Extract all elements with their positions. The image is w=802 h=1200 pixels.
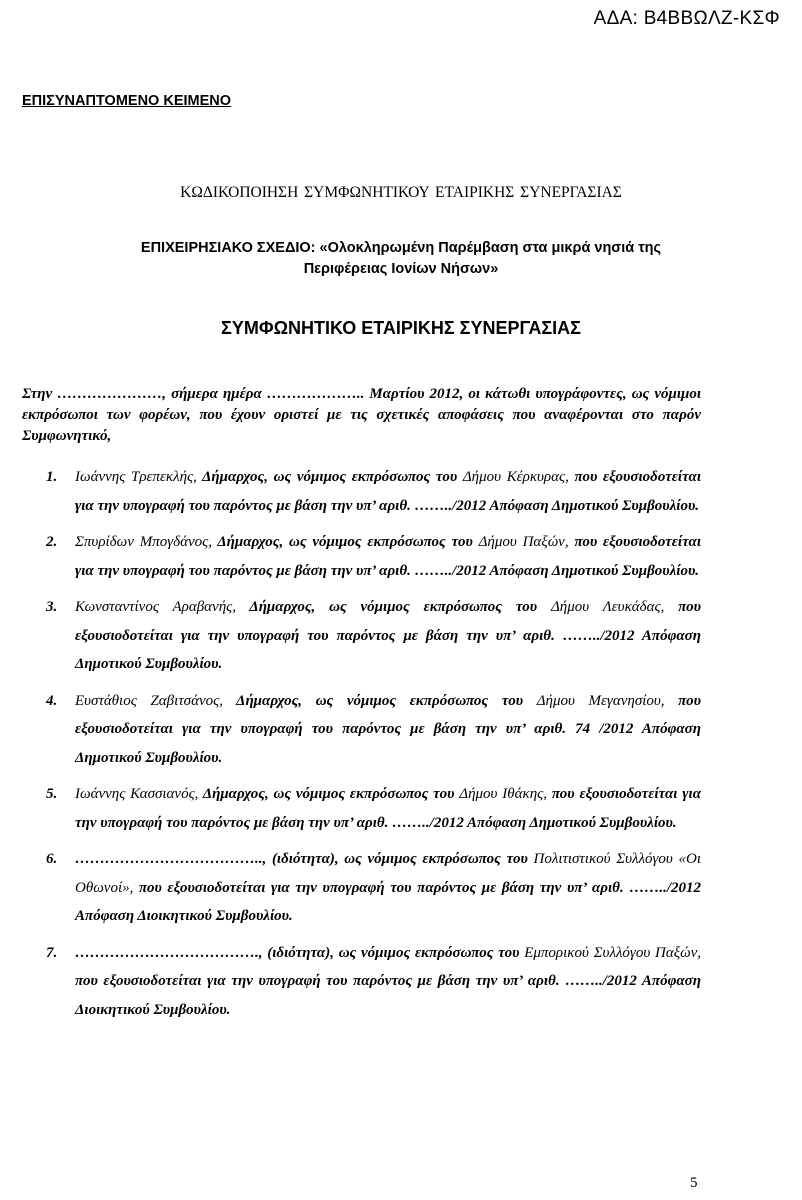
codification-heading: ΚΩΔΙΚΟΠΟΙΗΣΗ ΣΥΜΦΩΝΗΤΙΚΟΥ ΕΤΑΙΡΙΚΗΣ ΣΥΝΕΡΓΑΣΙΑΣ: [180, 184, 622, 201]
list-item: [0, 593, 802, 679]
signatory-role: Δήμαρχος, ως νόμιμος εκπρόσωπος του: [222, 692, 537, 709]
list-item-text: [75, 939, 701, 1025]
signatory-authorization: που εξουσιοδοτείται για την υπογραφή του παρόντος με βάση την υπ’ αριθ. ……../2012 Απόφαση Δημοτικού Συμβουλίου.: [75, 469, 702, 514]
signatory-name: Σπυρίδων Μπογδάνος,: [75, 534, 212, 550]
list-item-number: 5.: [46, 786, 58, 802]
attached-text-label: ΕΠΙΣΥΝΑΠΤΟΜΕΝΟ ΚΕΙΜΕΝΟ: [22, 93, 232, 109]
signatories-list: [0, 463, 802, 1032]
signatory-role: ………………………………., (ιδιότητα), ως νόμιμος εκπρόσωπος του: [75, 944, 525, 961]
list-item-text: [75, 593, 701, 679]
operational-plan-heading: [0, 238, 802, 280]
signatory-authorization: που εξουσιοδοτείται για την υπογραφή του παρόντος με βάση την υπ’ αριθ. ……../2012 Απόφαση Δημοτικού Συμβουλίου.: [75, 599, 702, 672]
signatory-role: Δήμαρχος, ως νόμιμος εκπρόσωπος του: [236, 599, 551, 615]
list-item-text: [75, 845, 701, 931]
signatory-body: Δήμου Ιθάκης,: [459, 786, 547, 802]
signatory-name: Κωνσταντίνος Αραβανής,: [75, 599, 236, 615]
operational-plan-line-1: [0, 238, 802, 259]
list-item-number: 6.: [46, 851, 58, 867]
list-item: [0, 687, 802, 773]
operational-plan-title-part-1: «Ολοκληρωμένη Παρέμβαση στα μικρά νησιά της: [319, 240, 662, 256]
list-item-text: [75, 528, 701, 585]
list-item: [0, 463, 802, 520]
intro-paragraph: Στην …………………, σήμερα ημέρα ……………….. Μαρτίου 2012, οι κάτωθι υπογράφοντες, ως νόμιμοι εκπρόσωποι των φορέων, που έχουν οριστεί με τις σχετικές αποφάσεις που αναφέρονται στο παρόν Συμφωνητικό,: [22, 386, 701, 444]
list-item: [0, 780, 802, 837]
list-item-number: 7.: [46, 944, 58, 961]
signatory-authorization: που εξουσιοδοτείται για την υπογραφή του παρόντος με βάση την υπ’ αριθ. ……../2012 Απόφαση Διοικητικού Συμβουλίου.: [75, 973, 701, 1018]
signatory-authorization: που εξουσιοδοτείται για την υπογραφή του παρόντος με βάση την υπ’ αριθ. 74 /2012 Απόφαση Δημοτικού Συμβουλίου.: [75, 692, 702, 766]
signatory-body: Εμπορικού Συλλόγου Παξών,: [524, 944, 702, 961]
signatory-body: Δήμου Λευκάδας,: [550, 599, 665, 615]
signatory-name: Ιωάννης Κασσιανός,: [75, 786, 199, 802]
list-item-text: [75, 780, 701, 837]
signatory-body: Πολιτιστικού Συλλόγου «Οι Οθωνοί»,: [75, 851, 701, 896]
signatory-name: Ιωάννης Τρεπεκλής,: [75, 469, 197, 485]
page-number: 5: [690, 1175, 698, 1191]
signatory-authorization: που εξουσιοδοτείται για την υπογραφή του παρόντος με βάση την υπ’ αριθ. ……../2012 Απόφαση Δημοτικού Συμβουλίου.: [75, 534, 701, 579]
list-item-text: [75, 463, 701, 520]
list-item: [0, 939, 802, 1025]
operational-plan-title-part-2: Περιφέρειας Ιονίων Νήσων»: [303, 261, 499, 277]
operational-plan-label: ΕΠΙΧΕΙΡΗΣΙΑΚΟ ΣΧΕΔΙΟ:: [140, 240, 316, 256]
signatory-body: Δήμου Παξών,: [478, 534, 569, 550]
signatory-role: Δήμαρχος, ως νόμιμος εκπρόσωπος του: [198, 786, 460, 802]
signatory-authorization: που εξουσιοδοτείται για την υπογραφή του παρόντος με βάση την υπ’ αριθ. ……../2012 Απόφαση Διοικητικού Συμβουλίου.: [75, 879, 701, 924]
signatory-body: Δήμου Κέρκυρας,: [462, 469, 569, 485]
signatory-role: Δήμαρχος, ως νόμιμος εκπρόσωπος του: [196, 469, 463, 485]
list-item: [0, 845, 802, 931]
list-item: [0, 528, 802, 585]
list-item-number: 2.: [46, 534, 58, 550]
signatory-authorization: που εξουσιοδοτείται για την υπογραφή του παρόντος με βάση την υπ’ αριθ. ……../2012 Απόφαση Δημοτικού Συμβουλίου.: [75, 786, 702, 831]
signatory-body: Δήμου Μεγανησίου,: [536, 692, 665, 709]
signatory-name: Ευστάθιος Ζαβιτσάνος,: [75, 692, 223, 709]
list-item-number: 4.: [46, 692, 58, 709]
document-title: ΣΥΜΦΩΝΗΤΙΚΟ ΕΤΑΙΡΙΚΗΣ ΣΥΝΕΡΓΑΣΙΑΣ: [221, 318, 581, 338]
list-item-number: 1.: [46, 469, 58, 485]
ada-code: ΑΔΑ: Β4ΒΒΩΛΖ-ΚΣΦ: [593, 8, 780, 29]
list-item-text: [75, 687, 701, 773]
signatory-role: ……………………………….., (ιδιότητα), ως νόμιμος εκπρόσωπος του: [75, 851, 534, 867]
list-item-number: 3.: [46, 599, 58, 615]
signatory-role: Δήμαρχος, ως νόμιμος εκπρόσωπος του: [211, 534, 479, 550]
